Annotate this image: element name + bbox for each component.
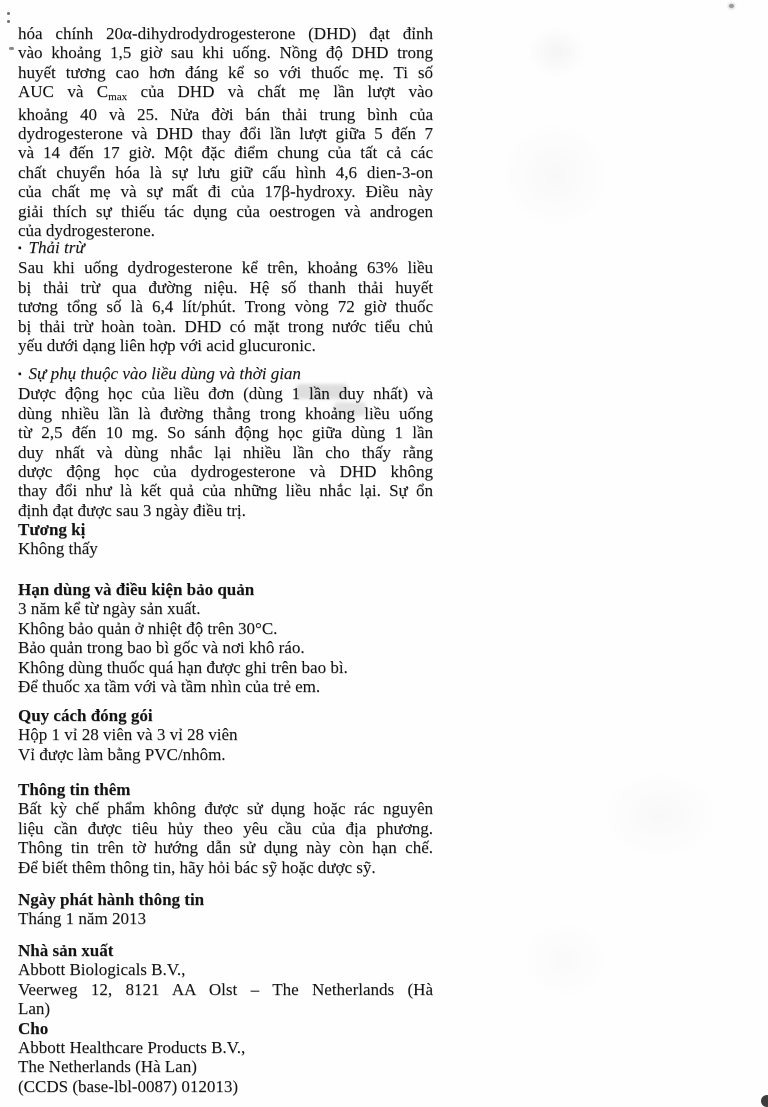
subsection-title: Sự phụ thuộc vào liều dùng và thời gian <box>28 364 301 383</box>
scan-speck <box>7 20 10 23</box>
text-line: Vỉ được làm bằng PVC/nhôm. <box>18 744 226 764</box>
text-line: chất chuyển hóa là sự lưu giữ cấu hình 4,6 dien-3-on <box>18 162 433 182</box>
subsection-heading <box>18 364 433 384</box>
text-line: từ 2,5 đến 10 mg. So sánh động học giữa dùng 1 lần <box>18 423 433 443</box>
text-line: bị thải trừ hoàn toàn. DHD có mặt trong nước tiểu chủ <box>18 316 433 336</box>
section-incompatibilities <box>18 520 433 559</box>
scan-speck <box>729 4 734 8</box>
section-dose-dependency <box>18 364 433 520</box>
text-line: Để biết thêm thông tin, hãy hỏi bác sỹ hoặc dược sỹ. <box>18 857 376 877</box>
text-line: tương tổng số là 6,4 lít/phút. Trong vòng 72 giờ thuốc <box>18 297 433 317</box>
text-line: Bảo quản trong bao bì gốc và nơi khô ráo. <box>18 638 305 658</box>
text-line: Dược động học của liều đơn (dùng 1 lần duy nhất) và <box>18 384 433 404</box>
text-line: bị thải trừ qua đường niệu. Hệ số thanh thải huyết <box>18 277 433 297</box>
text-line: vào khoảng 1,5 giờ sau khi uống. Nồng độ DHD trong <box>18 43 433 63</box>
text-line: dược động học của dydrogesterone và DHD không <box>18 462 433 482</box>
scan-speck <box>7 12 10 15</box>
scan-smudge <box>520 920 610 1000</box>
text-line: huyết tương cao hơn đáng kể so với thuốc mẹ. Ti số <box>18 62 433 82</box>
text-line: Tháng 1 năm 2013 <box>18 909 146 929</box>
text-line: Không bảo quản ở nhiệt độ trên 30°C. <box>18 618 278 638</box>
scan-smudge <box>528 26 586 78</box>
section-heading: Nhà sản xuất <box>18 941 114 960</box>
section-heading: Tương kị <box>18 520 86 539</box>
section-packaging <box>18 706 433 764</box>
text-line: Lan) <box>18 999 51 1019</box>
text-line: Veerweg 12, 8121 AA Olst – The Netherlands (Hà <box>18 979 433 999</box>
scan-smudge <box>500 120 610 230</box>
section-heading: Ngày phát hành thông tin <box>18 890 205 909</box>
text-line: 3 năm kể từ ngày sản xuất. <box>18 599 201 619</box>
text-line: Bất kỳ chế phẩm không được sử dụng hoặc rác nguyên <box>18 799 433 819</box>
section-heading: Quy cách đóng gói <box>18 706 153 725</box>
section-heading: Thông tin thêm <box>18 780 131 799</box>
section-heading: Hạn dùng và điều kiện bảo quản <box>18 580 255 599</box>
scan-corner-mark <box>761 1095 768 1107</box>
cmax-pre: AUC và C <box>18 82 109 102</box>
section-pharmacokinetics <box>18 24 433 240</box>
text-line: Không dùng thuốc quá hạn được ghi trên bao bì. <box>18 657 348 677</box>
text-line: Hộp 1 vỉ 28 viên và 3 vỉ 28 viên <box>18 725 238 745</box>
text-line: The Netherlands (Hà Lan) <box>18 1057 197 1077</box>
text-line: Abbott Healthcare Products B.V., <box>18 1038 246 1058</box>
text-line-cmax <box>18 82 433 104</box>
section-elimination <box>18 238 433 355</box>
scan-speck <box>9 47 14 50</box>
text-line: giải thích sự thiếu tác dụng của oestrogen và androgen <box>18 201 433 221</box>
scan-smudge <box>600 770 720 860</box>
text-line: Sau khi uống dydrogesterone kể trên, khoảng 63% liều <box>18 258 433 278</box>
subsection-heading <box>18 238 433 258</box>
text-line: thay đổi như là kết quả của những liều nhắc lại. Sự ổn <box>18 481 433 501</box>
subsection-title: Thải trừ <box>28 238 85 257</box>
section-issue-date <box>18 890 433 929</box>
text-line: duy nhất và dùng nhắc lại nhiều lần cho thấy rằng <box>18 442 433 462</box>
section-storage <box>18 580 433 696</box>
text-line: liệu cần được tiêu hủy theo yêu cầu của địa phương. <box>18 818 433 838</box>
text-line: Không thấy <box>18 539 98 559</box>
text-line: định đạt được sau 3 ngày điều trị. <box>18 500 246 520</box>
square-bullet-icon: ▪ <box>18 369 22 380</box>
text-line: của dydrogesterone. <box>18 221 155 241</box>
text-line: khoảng 40 và 25. Nửa đời bán thải trung bình của <box>18 104 433 124</box>
section-additional-info <box>18 780 433 877</box>
text-line: dydrogesterone và DHD thay đổi lần lượt giữa 5 đến 7 <box>18 124 433 144</box>
text-line: yếu dưới dạng liên hợp với acid glucuronic. <box>18 336 316 356</box>
cmax-subscript: max <box>108 91 128 104</box>
text-line: Abbott Biologicals B.V., <box>18 960 186 980</box>
cmax-post: của DHD và chất mẹ lần lượt vào <box>127 82 434 102</box>
text-line: và 14 đến 17 giờ. Một đặc điểm chung của tất cả các <box>18 143 433 163</box>
text-line: Để thuốc xa tầm với và tầm nhìn của trẻ em. <box>18 677 321 697</box>
text-line: dùng nhiều lần là đường thẳng trong khoảng liều uống <box>18 403 433 423</box>
text-line: hóa chính 20α-dihydrodydrogesterone (DHD) đạt đỉnh <box>18 24 433 43</box>
text-line: của chất mẹ và sự mất đi của 17β-hydroxy. Điều này <box>18 182 433 202</box>
square-bullet-icon: ▪ <box>18 243 22 254</box>
section-manufacturer <box>18 941 433 1096</box>
text-line: Thông tin trên tờ hướng dẫn sử dụng này còn hạn chế. <box>18 838 433 858</box>
text-line: (CCDS (base-lbl-0087) 012013) <box>18 1076 239 1096</box>
for-label: Cho <box>18 1018 49 1038</box>
